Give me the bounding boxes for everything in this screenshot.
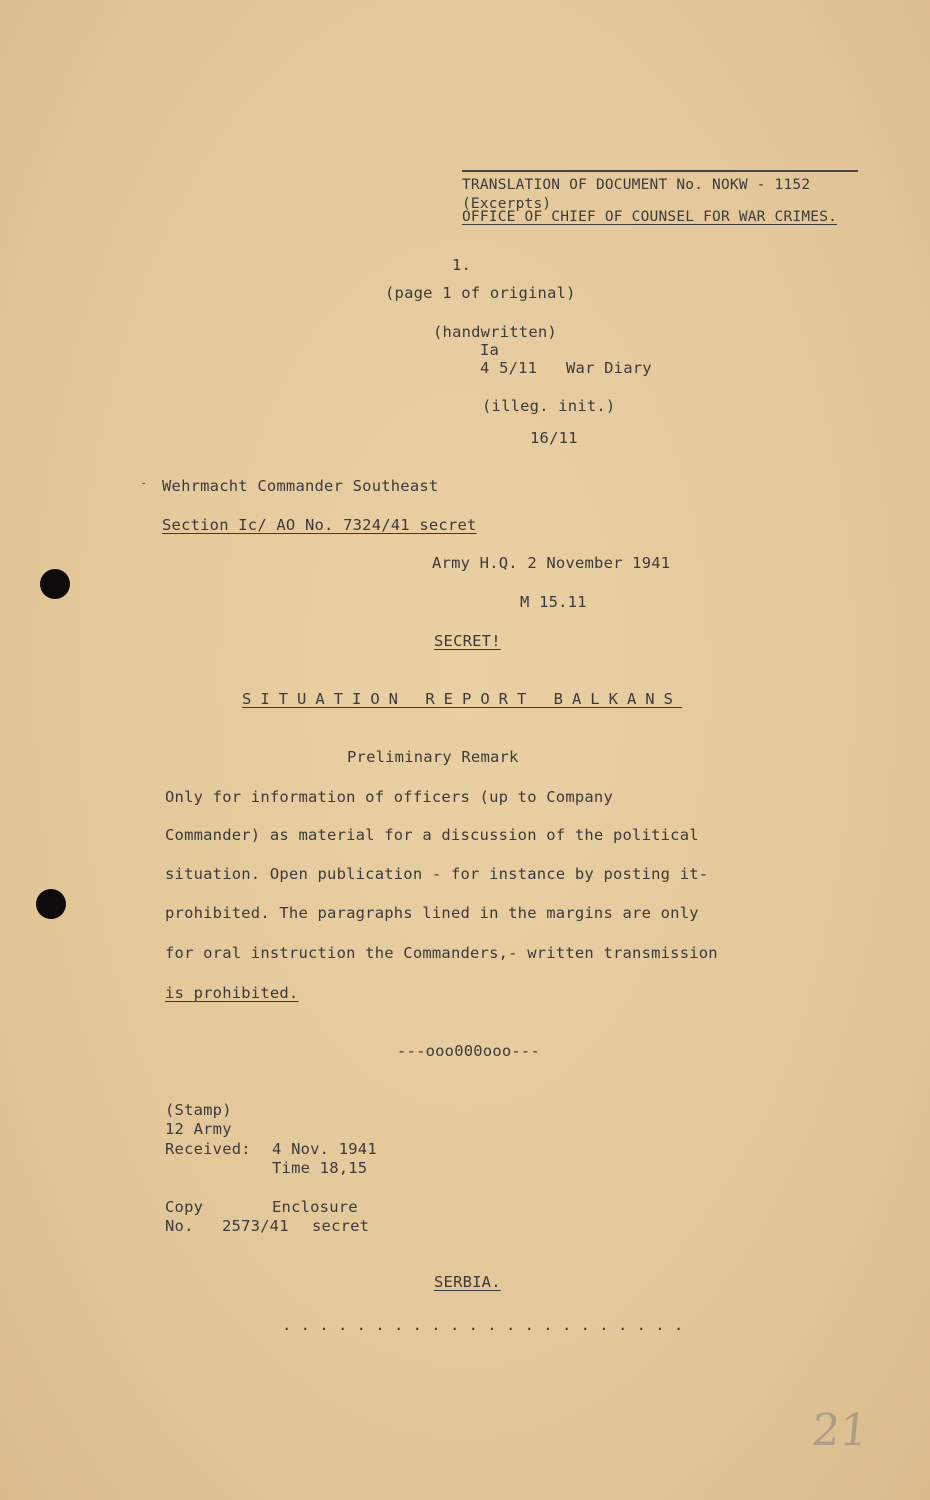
war-diary-note: War Diary [566,359,652,377]
remark-line-5: for oral instruction the Commanders,- written transmission [165,944,718,962]
handwritten-date: 4 5/11 [480,359,538,377]
copy-no-label: No. [165,1217,194,1235]
handwritten-label: (handwritten) [433,323,557,341]
dotted-divider: . . . . . . . . . . . . . . . . . . . . . . [282,1316,684,1334]
army-hq-date: Army H.Q. 2 November 1941 [432,554,671,572]
remark-line-6: is prohibited. [165,984,299,1002]
stamp-army: 12 Army [165,1120,232,1138]
remark-line-3: situation. Open publication - for instance by posting it- [165,865,709,883]
excerpts-note: (Excerpts) [462,196,552,212]
stamp-received-label: Received: [165,1140,251,1158]
enclosure-label: Enclosure [272,1198,358,1216]
stamp-time: Time 18,15 [272,1159,368,1177]
copy-label: Copy [165,1198,204,1216]
handwritten-date-2: 16/11 [530,429,578,447]
copy-secret: secret [312,1217,370,1235]
office-title: OFFICE OF CHIEF OF COUNSEL FOR WAR CRIMES. [462,209,838,225]
page-note: (page 1 of original) [385,284,576,302]
serbia-heading: SERBIA. [434,1273,501,1291]
section-reference: Section Ic/ AO No. 7324/41 secret [162,516,477,534]
header-top-rule [462,170,858,172]
pencil-page-number: 21 [809,1405,871,1456]
stamp-received-date: 4 Nov. 1941 [272,1140,377,1158]
remark-line-1: Only for information of officers (up to Company [165,788,613,806]
initials-note: (illeg. init.) [482,397,616,415]
secret-mark: SECRET! [434,632,501,650]
punch-hole-top [40,569,70,599]
copy-number: 2573/41 [222,1217,289,1235]
remark-line-2: Commander) as material for a discussion of the political [165,826,699,844]
margin-tick: - [140,476,148,490]
m-note: M 15.11 [520,593,587,611]
translation-title: TRANSLATION OF DOCUMENT No. NOKW - 1152 [462,177,811,193]
punch-hole-bottom [36,889,66,919]
section-separator: ---ooo000ooo--- [397,1042,540,1060]
remark-line-4: prohibited. The paragraphs lined in the margins are only [165,904,699,922]
commander-name: Wehrmacht Commander Southeast [162,477,439,495]
stamp-label: (Stamp) [165,1101,232,1119]
page-number: 1. [452,256,472,274]
report-title: SITUATION REPORT BALKANS [242,690,682,708]
handwritten-ia: Ia [480,341,500,359]
preliminary-heading: Preliminary Remark [347,748,519,766]
